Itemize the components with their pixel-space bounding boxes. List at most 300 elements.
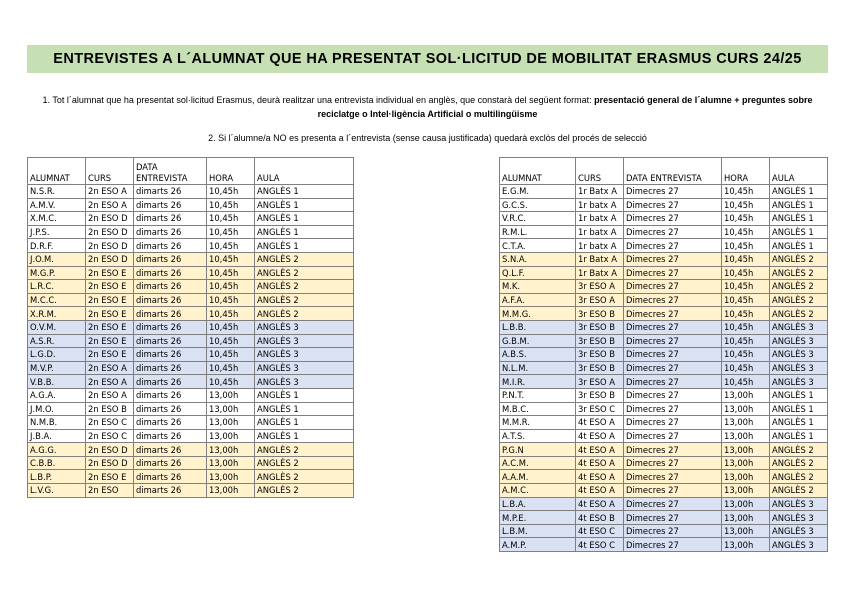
cell-alumnat: L.G.D.	[28, 348, 86, 362]
column-header-hora: HORA	[207, 158, 255, 185]
cell-curs: 2n ESO B	[86, 402, 134, 416]
cell-hora: 13,00h	[722, 524, 770, 538]
table-row	[28, 185, 354, 199]
table-row	[500, 497, 828, 511]
cell-aula: ANGLÈS 2	[770, 280, 828, 294]
cell-aula: ANGLÈS 1	[770, 388, 828, 402]
cell-aula: ANGLÈS 2	[770, 484, 828, 498]
cell-hora: 10,45h	[722, 348, 770, 362]
table-row	[28, 361, 354, 375]
table-row	[28, 293, 354, 307]
cell-alumnat: O.V.M.	[28, 320, 86, 334]
cell-curs: 2n ESO E	[86, 348, 134, 362]
cell-aula: ANGLÈS 3	[255, 361, 354, 375]
table-row	[28, 470, 354, 484]
cell-curs: 2n ESO A	[86, 198, 134, 212]
instruction-1	[27, 93, 828, 121]
cell-hora: 13,00h	[207, 416, 255, 430]
cell-hora: 10,45h	[207, 334, 255, 348]
interviews-table-left	[27, 157, 354, 498]
cell-alumnat: J.M.O.	[28, 402, 86, 416]
cell-aula: ANGLÈS 1	[770, 185, 828, 199]
column-header-hora: HORA	[722, 158, 770, 185]
cell-aula: ANGLÈS 2	[770, 443, 828, 457]
table-row	[500, 416, 828, 430]
cell-data-entrevista: dimarts 26	[134, 348, 207, 362]
cell-data-entrevista: Dimecres 27	[624, 456, 722, 470]
cell-alumnat: L.R.C.	[28, 280, 86, 294]
cell-curs: 4t ESO A	[576, 470, 624, 484]
table-row	[28, 198, 354, 212]
cell-aula: ANGLÈS 2	[770, 266, 828, 280]
cell-alumnat: P.G.N	[500, 443, 576, 457]
cell-alumnat: J.B.A.	[28, 429, 86, 443]
cell-aula: ANGLÈS 1	[255, 429, 354, 443]
cell-curs: 3r ESO B	[576, 361, 624, 375]
column-header-curs: CURS	[86, 158, 134, 185]
cell-hora: 10,45h	[207, 307, 255, 321]
cell-alumnat: A.T.S.	[500, 429, 576, 443]
table-row	[28, 348, 354, 362]
cell-alumnat: M.V.P.	[28, 361, 86, 375]
table-row	[28, 484, 354, 498]
cell-data-entrevista: Dimecres 27	[624, 225, 722, 239]
cell-aula: ANGLÈS 2	[255, 280, 354, 294]
cell-hora: 10,45h	[207, 320, 255, 334]
interviews-table-right	[499, 157, 828, 552]
cell-hora: 13,00h	[722, 416, 770, 430]
cell-aula: ANGLÈS 3	[770, 361, 828, 375]
table-row	[500, 388, 828, 402]
cell-curs: 1r Batx A	[576, 185, 624, 199]
table-row	[500, 402, 828, 416]
table-row	[500, 334, 828, 348]
cell-hora: 10,45h	[207, 266, 255, 280]
cell-curs: 4t ESO A	[576, 484, 624, 498]
cell-data-entrevista: dimarts 26	[134, 293, 207, 307]
cell-curs: 2n ESO C	[86, 416, 134, 430]
table-row	[500, 524, 828, 538]
cell-hora: 10,45h	[722, 307, 770, 321]
cell-aula: ANGLÈS 3	[255, 375, 354, 389]
cell-curs: 4t ESO C	[576, 524, 624, 538]
table-row	[28, 320, 354, 334]
table-row	[28, 456, 354, 470]
cell-alumnat: L.V.G.	[28, 484, 86, 498]
cell-curs: 4t ESO C	[576, 538, 624, 552]
cell-aula: ANGLÈS 1	[255, 185, 354, 199]
cell-alumnat: C.B.B.	[28, 456, 86, 470]
cell-curs: 2n ESO E	[86, 470, 134, 484]
cell-aula: ANGLÈS 1	[770, 429, 828, 443]
cell-curs: 3r ESO C	[576, 402, 624, 416]
page-title: ENTREVISTES A L´ALUMNAT QUE HA PRESENTAT SOL·LICITUD DE MOBILITAT ERASMUS CURS 24/25	[27, 45, 828, 73]
cell-data-entrevista: dimarts 26	[134, 212, 207, 226]
cell-data-entrevista: dimarts 26	[134, 375, 207, 389]
table-row	[28, 225, 354, 239]
cell-data-entrevista: Dimecres 27	[624, 348, 722, 362]
cell-data-entrevista: Dimecres 27	[624, 212, 722, 226]
cell-data-entrevista: Dimecres 27	[624, 266, 722, 280]
cell-hora: 10,45h	[722, 252, 770, 266]
table-row	[500, 280, 828, 294]
table-header-row	[500, 158, 828, 185]
cell-hora: 10,45h	[722, 239, 770, 253]
table-row	[28, 334, 354, 348]
cell-aula: ANGLÈS 3	[770, 538, 828, 552]
cell-data-entrevista: Dimecres 27	[624, 429, 722, 443]
cell-hora: 13,00h	[207, 388, 255, 402]
cell-curs: 2n ESO A	[86, 388, 134, 402]
cell-alumnat: M.K.	[500, 280, 576, 294]
cell-aula: ANGLÈS 1	[770, 402, 828, 416]
cell-data-entrevista: dimarts 26	[134, 225, 207, 239]
cell-aula: ANGLÈS 1	[255, 402, 354, 416]
cell-data-entrevista: Dimecres 27	[624, 320, 722, 334]
cell-hora: 10,45h	[207, 212, 255, 226]
cell-hora: 10,45h	[722, 266, 770, 280]
cell-aula: ANGLÈS 2	[255, 252, 354, 266]
cell-aula: ANGLÈS 2	[255, 307, 354, 321]
table-row	[28, 402, 354, 416]
cell-aula: ANGLÈS 3	[255, 348, 354, 362]
cell-alumnat: C.T.A.	[500, 239, 576, 253]
cell-data-entrevista: Dimecres 27	[624, 293, 722, 307]
table-row	[500, 484, 828, 498]
cell-data-entrevista: dimarts 26	[134, 456, 207, 470]
cell-hora: 10,45h	[207, 185, 255, 199]
cell-alumnat: G.C.S.	[500, 198, 576, 212]
cell-hora: 10,45h	[722, 280, 770, 294]
cell-aula: ANGLÈS 2	[255, 266, 354, 280]
table-row	[500, 320, 828, 334]
cell-alumnat: A.G.A.	[28, 388, 86, 402]
table-row	[28, 212, 354, 226]
table-row	[28, 307, 354, 321]
cell-hora: 10,45h	[207, 280, 255, 294]
cell-alumnat: A.A.M.	[500, 470, 576, 484]
cell-alumnat: A.S.R.	[28, 334, 86, 348]
table-row	[500, 361, 828, 375]
cell-alumnat: A.F.A.	[500, 293, 576, 307]
cell-aula: ANGLÈS 2	[255, 293, 354, 307]
cell-curs: 2n ESO D	[86, 456, 134, 470]
cell-hora: 13,00h	[722, 443, 770, 457]
cell-curs: 2n ESO	[86, 484, 134, 498]
cell-alumnat: N.S.R.	[28, 185, 86, 199]
cell-hora: 10,45h	[722, 375, 770, 389]
cell-curs: 2n ESO D	[86, 252, 134, 266]
cell-hora: 10,45h	[207, 239, 255, 253]
cell-hora: 10,45h	[722, 334, 770, 348]
cell-data-entrevista: dimarts 26	[134, 388, 207, 402]
cell-data-entrevista: dimarts 26	[134, 443, 207, 457]
cell-curs: 3r ESO A	[576, 293, 624, 307]
cell-alumnat: M.G.P.	[28, 266, 86, 280]
cell-alumnat: M.M.G.	[500, 307, 576, 321]
cell-curs: 3r ESO B	[576, 334, 624, 348]
cell-data-entrevista: Dimecres 27	[624, 252, 722, 266]
cell-aula: ANGLÈS 1	[770, 225, 828, 239]
cell-alumnat: M.P.E.	[500, 511, 576, 525]
column-header-alumnat: ALUMNAT	[28, 158, 86, 185]
cell-curs: 1r batx A	[576, 225, 624, 239]
cell-data-entrevista: Dimecres 27	[624, 307, 722, 321]
cell-data-entrevista: Dimecres 27	[624, 185, 722, 199]
cell-aula: ANGLÈS 1	[255, 416, 354, 430]
cell-aula: ANGLÈS 3	[770, 348, 828, 362]
cell-aula: ANGLÈS 2	[255, 443, 354, 457]
table-row	[28, 375, 354, 389]
cell-data-entrevista: dimarts 26	[134, 484, 207, 498]
cell-aula: ANGLÈS 2	[255, 484, 354, 498]
cell-alumnat: J.P.S.	[28, 225, 86, 239]
table-row	[500, 225, 828, 239]
cell-hora: 13,00h	[722, 429, 770, 443]
cell-alumnat: A.G.G.	[28, 443, 86, 457]
cell-alumnat: M.C.C.	[28, 293, 86, 307]
cell-aula: ANGLÈS 2	[770, 470, 828, 484]
table-row	[500, 293, 828, 307]
cell-aula: ANGLÈS 3	[770, 497, 828, 511]
cell-alumnat: A.M.V.	[28, 198, 86, 212]
cell-curs: 2n ESO E	[86, 293, 134, 307]
table-row	[28, 239, 354, 253]
cell-aula: ANGLÈS 3	[770, 334, 828, 348]
cell-hora: 10,45h	[722, 361, 770, 375]
cell-hora: 13,00h	[722, 470, 770, 484]
cell-curs: 1r Batx A	[576, 266, 624, 280]
cell-data-entrevista: dimarts 26	[134, 280, 207, 294]
column-header-curs: CURS	[576, 158, 624, 185]
cell-data-entrevista: dimarts 26	[134, 307, 207, 321]
table-row	[500, 470, 828, 484]
cell-curs: 1r Batx A	[576, 252, 624, 266]
column-header-aula: AULA	[255, 158, 354, 185]
cell-alumnat: M.I.R.	[500, 375, 576, 389]
cell-aula: ANGLÈS 1	[770, 416, 828, 430]
column-header-alumnat: ALUMNAT	[500, 158, 576, 185]
table-row	[500, 429, 828, 443]
cell-curs: 2n ESO E	[86, 334, 134, 348]
cell-aula: ANGLÈS 3	[770, 524, 828, 538]
cell-curs: 2n ESO E	[86, 307, 134, 321]
cell-curs: 1r batx A	[576, 239, 624, 253]
table-row	[500, 198, 828, 212]
table-row	[500, 456, 828, 470]
table-row	[28, 266, 354, 280]
instruction-1-bold: presentació general de l´alumne + preguntes sobre reciclatge o Intel·ligència Artificial o multilingüisme	[317, 95, 813, 119]
cell-aula: ANGLÈS 1	[255, 198, 354, 212]
cell-curs: 3r ESO B	[576, 348, 624, 362]
table-row	[28, 280, 354, 294]
cell-data-entrevista: dimarts 26	[134, 266, 207, 280]
cell-curs: 4t ESO A	[576, 429, 624, 443]
cell-data-entrevista: Dimecres 27	[624, 470, 722, 484]
cell-curs: 2n ESO A	[86, 375, 134, 389]
cell-alumnat: S.N.A.	[500, 252, 576, 266]
cell-data-entrevista: dimarts 26	[134, 361, 207, 375]
cell-curs: 4t ESO A	[576, 456, 624, 470]
cell-data-entrevista: Dimecres 27	[624, 497, 722, 511]
cell-data-entrevista: Dimecres 27	[624, 334, 722, 348]
table-row	[500, 538, 828, 552]
table-row	[28, 416, 354, 430]
cell-curs: 2n ESO C	[86, 429, 134, 443]
cell-curs: 4t ESO A	[576, 416, 624, 430]
cell-data-entrevista: Dimecres 27	[624, 538, 722, 552]
cell-hora: 13,00h	[207, 429, 255, 443]
cell-hora: 10,45h	[207, 361, 255, 375]
table-row	[28, 388, 354, 402]
table-row	[500, 239, 828, 253]
cell-aula: ANGLÈS 2	[770, 456, 828, 470]
cell-hora: 10,45h	[207, 252, 255, 266]
table-row	[500, 185, 828, 199]
cell-curs: 1r batx A	[576, 212, 624, 226]
cell-data-entrevista: dimarts 26	[134, 198, 207, 212]
cell-aula: ANGLÈS 2	[770, 252, 828, 266]
cell-data-entrevista: Dimecres 27	[624, 402, 722, 416]
cell-hora: 13,00h	[722, 456, 770, 470]
cell-hora: 10,45h	[722, 185, 770, 199]
cell-data-entrevista: Dimecres 27	[624, 484, 722, 498]
cell-curs: 3r ESO B	[576, 388, 624, 402]
cell-aula: ANGLÈS 1	[770, 212, 828, 226]
cell-curs: 4t ESO A	[576, 497, 624, 511]
cell-data-entrevista: dimarts 26	[134, 402, 207, 416]
column-header-aula: AULA	[770, 158, 828, 185]
cell-curs: 3r ESO B	[576, 320, 624, 334]
cell-curs: 3r ESO A	[576, 375, 624, 389]
cell-curs: 4t ESO B	[576, 511, 624, 525]
cell-hora: 13,00h	[722, 511, 770, 525]
cell-data-entrevista: Dimecres 27	[624, 375, 722, 389]
cell-hora: 10,45h	[207, 225, 255, 239]
cell-alumnat: A.C.M.	[500, 456, 576, 470]
cell-alumnat: A.M.P.	[500, 538, 576, 552]
cell-alumnat: L.B.P.	[28, 470, 86, 484]
cell-hora: 10,45h	[722, 225, 770, 239]
cell-hora: 13,00h	[722, 388, 770, 402]
instruction-2: 2. Si l´alumne/a NO es presenta a l´entrevista (sense causa justificada) quedarà exclòs del procés de selecció	[208, 133, 647, 143]
cell-curs: 3r ESO B	[576, 307, 624, 321]
cell-hora: 13,00h	[722, 402, 770, 416]
table-row	[500, 212, 828, 226]
cell-curs: 2n ESO D	[86, 212, 134, 226]
cell-aula: ANGLÈS 3	[770, 511, 828, 525]
cell-hora: 13,00h	[722, 538, 770, 552]
cell-aula: ANGLÈS 3	[770, 320, 828, 334]
table-row	[500, 511, 828, 525]
table-header-row	[28, 158, 354, 185]
cell-curs: 2n ESO D	[86, 225, 134, 239]
column-header-data-entrevista: DATA ENTREVISTA	[134, 158, 207, 185]
cell-alumnat: L.B.M.	[500, 524, 576, 538]
table-row	[500, 307, 828, 321]
cell-curs: 2n ESO D	[86, 443, 134, 457]
table-row	[500, 375, 828, 389]
cell-alumnat: R.M.L.	[500, 225, 576, 239]
cell-alumnat: X.R.M.	[28, 307, 86, 321]
column-header-data-entrevista: DATA ENTREVISTA	[624, 158, 722, 185]
cell-aula: ANGLÈS 2	[255, 456, 354, 470]
cell-alumnat: X.M.C.	[28, 212, 86, 226]
cell-aula: ANGLÈS 2	[770, 307, 828, 321]
cell-data-entrevista: Dimecres 27	[624, 511, 722, 525]
cell-aula: ANGLÈS 1	[255, 225, 354, 239]
cell-alumnat: A.M.C.	[500, 484, 576, 498]
cell-alumnat: L.B.B.	[500, 320, 576, 334]
cell-alumnat: Q.L.F.	[500, 266, 576, 280]
cell-alumnat: A.B.S.	[500, 348, 576, 362]
cell-data-entrevista: Dimecres 27	[624, 416, 722, 430]
cell-aula: ANGLÈS 1	[255, 212, 354, 226]
cell-hora: 10,45h	[207, 375, 255, 389]
cell-curs: 4t ESO A	[576, 443, 624, 457]
cell-aula: ANGLÈS 3	[770, 375, 828, 389]
table-row	[28, 429, 354, 443]
table-row	[28, 443, 354, 457]
cell-data-entrevista: Dimecres 27	[624, 388, 722, 402]
cell-data-entrevista: Dimecres 27	[624, 443, 722, 457]
cell-data-entrevista: dimarts 26	[134, 239, 207, 253]
cell-curs: 2n ESO D	[86, 239, 134, 253]
cell-data-entrevista: dimarts 26	[134, 320, 207, 334]
cell-data-entrevista: dimarts 26	[134, 185, 207, 199]
cell-alumnat: G.B.M.	[500, 334, 576, 348]
table-row	[500, 348, 828, 362]
cell-alumnat: M.B.C.	[500, 402, 576, 416]
cell-aula: ANGLÈS 1	[770, 198, 828, 212]
table-row	[500, 443, 828, 457]
cell-hora: 10,45h	[207, 198, 255, 212]
cell-curs: 2n ESO A	[86, 185, 134, 199]
cell-data-entrevista: Dimecres 27	[624, 361, 722, 375]
cell-alumnat: M.M.R.	[500, 416, 576, 430]
cell-curs: 1r batx A	[576, 198, 624, 212]
cell-hora: 13,00h	[207, 470, 255, 484]
cell-aula: ANGLÈS 2	[255, 470, 354, 484]
cell-alumnat: V.R.C.	[500, 212, 576, 226]
cell-data-entrevista: Dimecres 27	[624, 524, 722, 538]
cell-data-entrevista: Dimecres 27	[624, 239, 722, 253]
cell-curs: 2n ESO E	[86, 320, 134, 334]
cell-hora: 10,45h	[722, 293, 770, 307]
table-row	[28, 252, 354, 266]
cell-data-entrevista: dimarts 26	[134, 429, 207, 443]
cell-aula: ANGLÈS 1	[255, 239, 354, 253]
cell-hora: 10,45h	[722, 212, 770, 226]
cell-curs: 2n ESO A	[86, 361, 134, 375]
cell-aula: ANGLÈS 3	[255, 334, 354, 348]
cell-alumnat: E.G.M.	[500, 185, 576, 199]
cell-aula: ANGLÈS 1	[770, 239, 828, 253]
instruction-1-text: 1. Tot l´alumnat que ha presentat sol·licitud Erasmus, deurà realitzar una entrevista individual en anglès, que constarà del següent format:	[42, 95, 595, 105]
cell-hora: 13,00h	[207, 484, 255, 498]
cell-data-entrevista: dimarts 26	[134, 334, 207, 348]
cell-hora: 13,00h	[207, 456, 255, 470]
cell-hora: 10,45h	[207, 348, 255, 362]
cell-data-entrevista: dimarts 26	[134, 252, 207, 266]
cell-alumnat: P.N.T.	[500, 388, 576, 402]
cell-hora: 13,00h	[722, 497, 770, 511]
cell-alumnat: V.B.B.	[28, 375, 86, 389]
cell-hora: 13,00h	[722, 484, 770, 498]
cell-hora: 10,45h	[722, 320, 770, 334]
cell-alumnat: D.R.F.	[28, 239, 86, 253]
cell-data-entrevista: dimarts 26	[134, 416, 207, 430]
